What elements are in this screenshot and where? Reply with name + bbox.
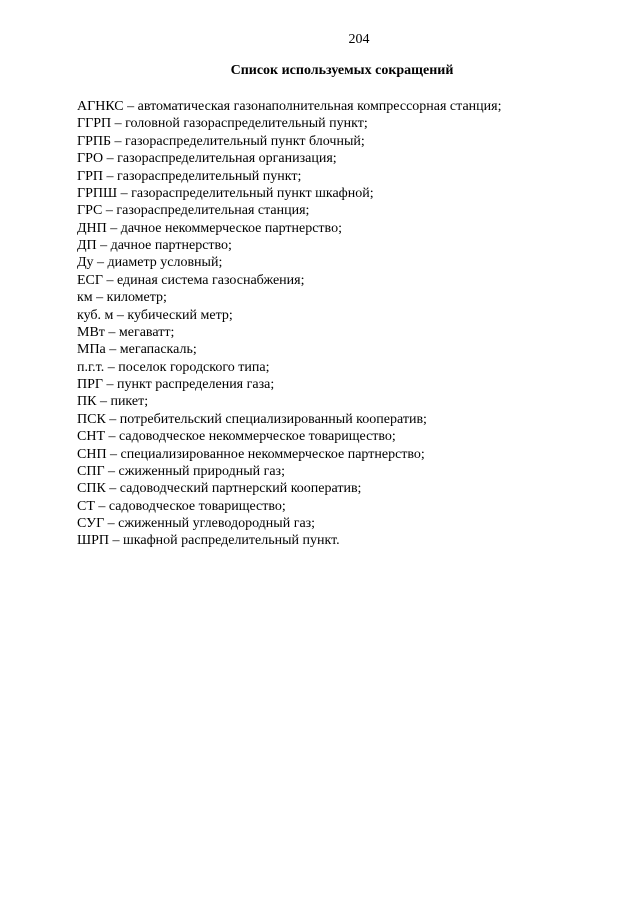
abbreviation-item: ПК – пикет; [77, 394, 149, 410]
abbreviation-item: км – километр; [77, 290, 167, 306]
abbreviation-item: Ду – диаметр условный; [77, 255, 223, 271]
abbreviation-item: ДНП – дачное некоммерческое партнерство; [77, 220, 342, 236]
abbreviation-item: СУГ – сжиженный углеводородный газ; [77, 516, 316, 531]
abbreviation-item: СТ – садоводческое товарищество; [77, 498, 286, 514]
abbreviation-item: ЕСГ – единая система газоснабжения; [77, 272, 305, 288]
abbreviation-item: ПСК – потребительский специализированный кооператив; [77, 411, 427, 427]
abbreviation-item: ГРС – газораспределительная станция; [77, 203, 310, 219]
abbreviation-item: куб. м – кубический метр; [77, 307, 233, 323]
page-number-text: 204 [348, 32, 370, 47]
abbreviation-item: СПГ – сжиженный природный газ; [77, 463, 285, 479]
abbreviation-item: ШРП – шкафной распределительный пункт. [77, 533, 340, 549]
abbreviation-item: ГГРП – головной газораспределительный пункт; [77, 116, 368, 132]
abbreviation-item: ГРПБ – газораспределительный пункт блочный; [77, 133, 365, 149]
abbreviation-item: АГНКС – автоматическая газонаполнительная компрессорная станция; [77, 99, 502, 114]
page-number [0, 32, 640, 48]
abbreviation-item: ГРПШ – газораспределительный пункт шкафной; [77, 185, 374, 201]
abbreviation-list [77, 98, 617, 550]
abbreviation-item: ПРГ – пункт распределения газа; [77, 377, 275, 392]
abbreviation-item: ГРП – газораспределительный пункт; [77, 168, 302, 184]
abbreviation-item: п.г.т. – поселок городского типа; [77, 359, 270, 375]
abbreviation-item: ГРО – газораспределительная организация; [77, 151, 337, 167]
abbreviation-item: МВт – мегаватт; [77, 324, 175, 340]
abbreviation-item: СНП – специализированное некоммерческое партнерство; [77, 446, 425, 462]
abbreviation-item: МПа – мегапаскаль; [77, 342, 197, 358]
abbreviation-item: ДП – дачное партнерство; [77, 238, 232, 253]
section-title: Список используемых сокращений [230, 63, 454, 78]
abbreviation-item: СНТ – садоводческое некоммерческое товарищество; [77, 429, 396, 445]
abbreviation-item: СПК – садоводческий партнерский кооператив; [77, 481, 362, 497]
